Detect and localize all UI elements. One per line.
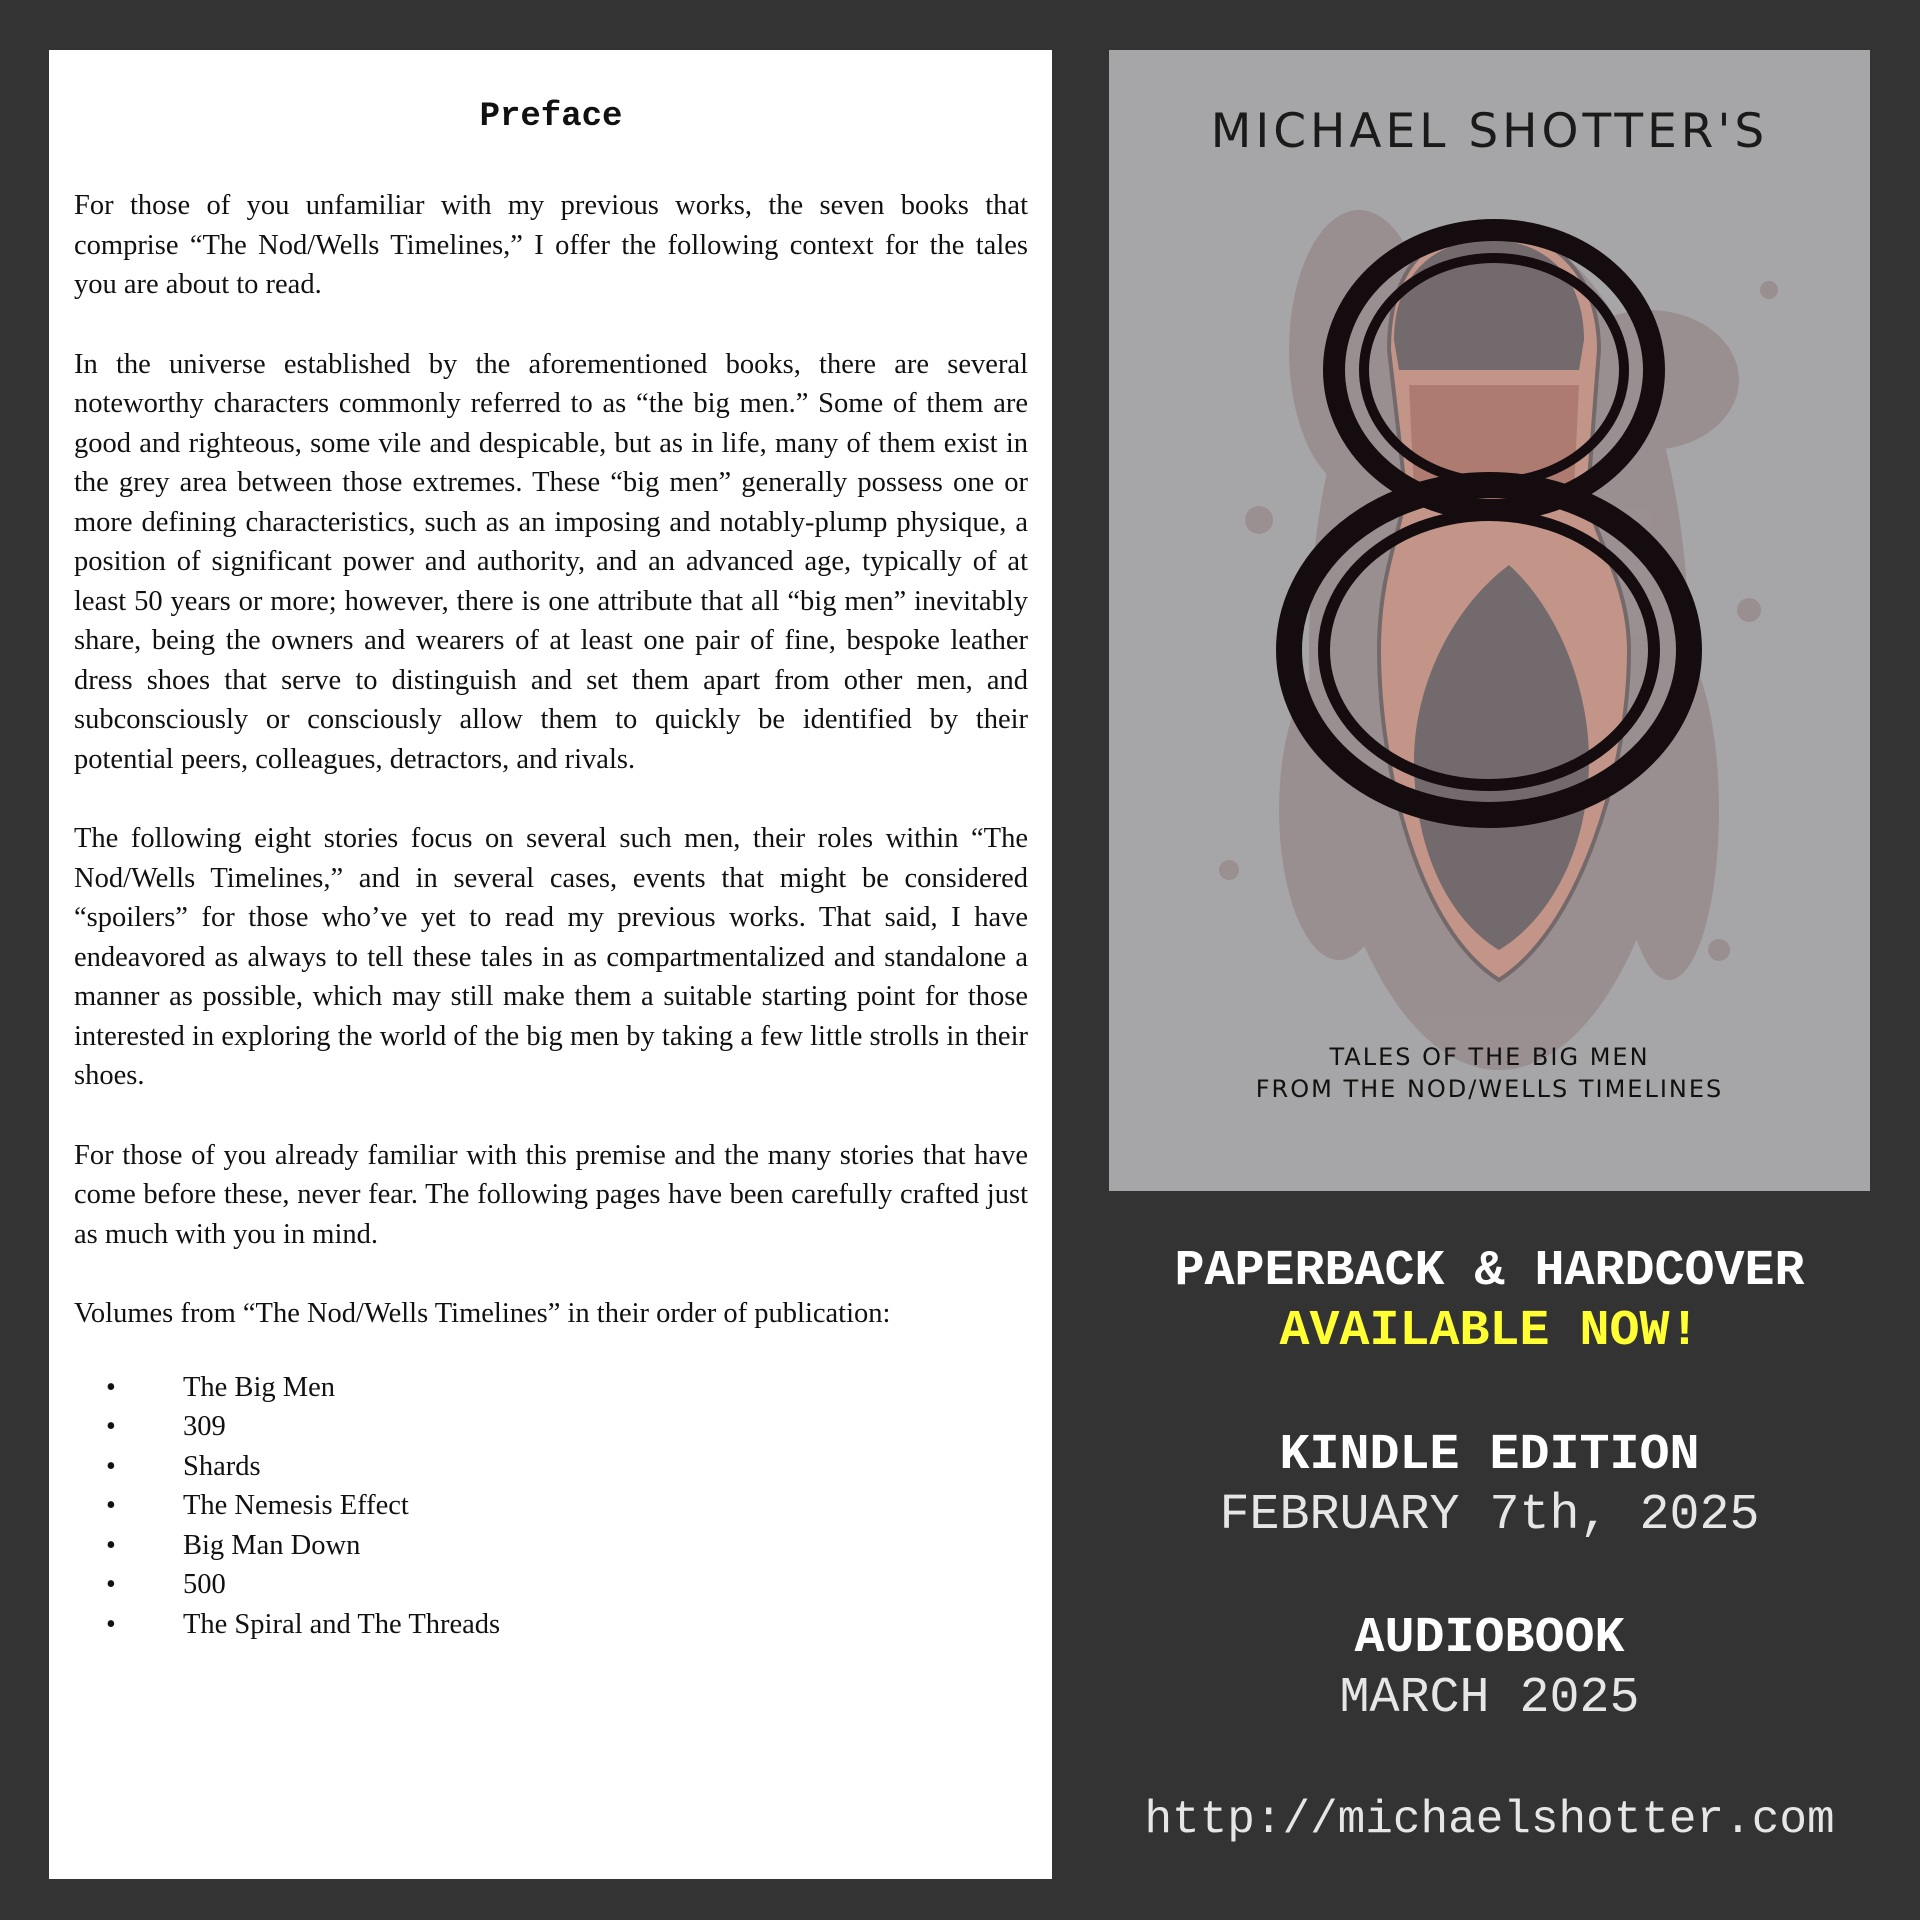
volume-item: • Shards xyxy=(74,1447,1028,1487)
book-cover xyxy=(1109,50,1870,1191)
preface-paragraph-1: For those of you unfamiliar with my previous works, the seven books that comprise “The Nod/Wells Timelines,” I offer the following context for the tales you are about to read. xyxy=(74,190,1028,300)
volume-item: • 309 xyxy=(74,1407,1028,1447)
preface-title: Preface xyxy=(479,98,623,136)
promo-kindle-block xyxy=(1109,1426,1870,1546)
website-link[interactable]: http://michaelshotter.com xyxy=(1144,1794,1835,1846)
volume-item: • 500 xyxy=(74,1565,1028,1605)
audiobook-heading: AUDIOBOOK xyxy=(1354,1610,1625,1667)
kindle-heading: KINDLE EDITION xyxy=(1279,1427,1700,1484)
availability-text: AVAILABLE NOW! xyxy=(1279,1303,1700,1360)
volume-item: • The Nemesis Effect xyxy=(74,1486,1028,1526)
preface-paragraph-2: In the universe established by the aforementioned books, there are several noteworthy characters commonly referred to as “the big men.” Some of them are good and righteous, some vile and despicable, but as in life, many of them exist in the grey area between those extremes. These “big men” generally possess one or more defining characteristics, such as an imposing and notably-plump physique, a position of significant power and authority, and an advanced age, typically of at least 50 years or more; however, there is one attribute that all “big men” inevitably share, being the owners and wearers of at least one pair of fine, bespoke leather dress shoes that serve to distinguish and set them apart from other men, and subconsciously or consciously allow them to quickly be identified by their potential peers, colleagues, detractors, and rivals. xyxy=(74,348,1028,775)
preface-paragraph-4: For those of you already familiar with this premise and the many stories that have come before these, never fear. The following pages have been carefully crafted just as much with you in mind. xyxy=(74,1139,1028,1250)
promo-formats-block xyxy=(1109,1242,1870,1362)
volume-item: • Big Man Down xyxy=(74,1526,1028,1566)
kindle-date: FEBRUARY 7th, 2025 xyxy=(1219,1487,1760,1544)
volume-item: • The Spiral and The Threads xyxy=(74,1605,1028,1645)
cover-author: MICHAEL SHOTTER'S xyxy=(1210,104,1769,159)
preface-paragraph-5: Volumes from “The Nod/Wells Timelines” in their order of publication: xyxy=(74,1298,891,1329)
formats-heading: PAPERBACK & HARDCOVER xyxy=(1174,1243,1805,1300)
cover-subtitle-line-1: TALES OF THE BIG MEN xyxy=(1329,1043,1650,1071)
volume-list xyxy=(74,1368,1028,1645)
cover-subtitle-line-2: FROM THE NOD/WELLS TIMELINES xyxy=(1255,1075,1724,1103)
preface-paragraph-3: The following eight stories focus on several such men, their roles within “The Nod/Wells Timelines,” and in several cases, events that might be considered “spoilers” for those who’ve yet to read my previous works. That said, I have endeavored as always to tell these tales in as compartmentalized and standalone a manner as possible, which may still make them a suitable starting point for those interested in exploring the world of the big men by taking a few little strolls in their shoes. xyxy=(74,823,1028,1091)
volume-item: • The Big Men xyxy=(74,1368,1028,1408)
audiobook-date: MARCH 2025 xyxy=(1339,1670,1640,1727)
promo-url-block xyxy=(1109,1790,1870,1850)
cover-artwork xyxy=(1109,50,1870,1191)
promo-audiobook-block xyxy=(1109,1609,1870,1729)
preface-page xyxy=(49,50,1052,1879)
